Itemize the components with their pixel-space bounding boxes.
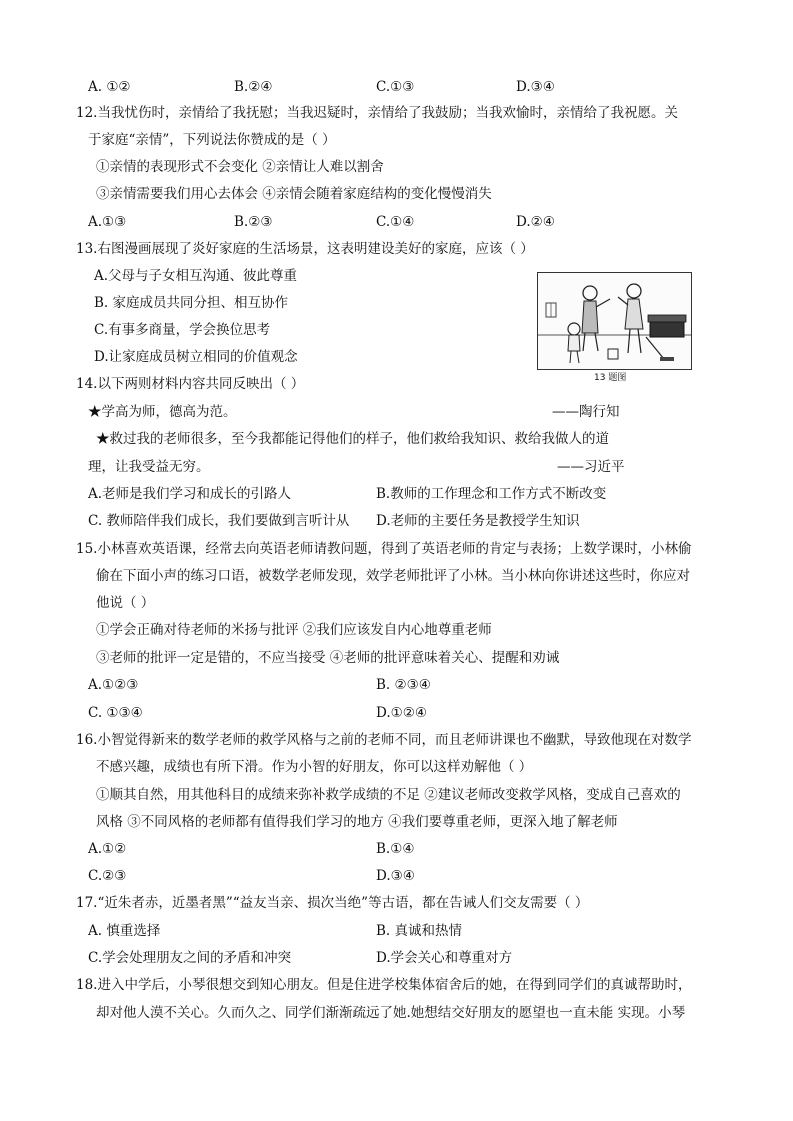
question-15-text: 15.小林喜欢英语课，经常去向英语老师请教问题，得到了英语老师的肯定与表扬；上数学课时，小林偷: [76, 541, 692, 557]
option-a: A.①②③: [88, 677, 139, 693]
question-18-text: 18.进入中学后，小琴很想交到知心朋友。但是住进学校集体宿舍后的她，在得到同学们的真诚帮助时，: [76, 977, 692, 993]
option-b: B.①④: [376, 841, 415, 857]
option-c: C.学会处理朋友之间的矛盾和冲突: [88, 950, 292, 966]
question-12-text: 于家庭“亲情”，下列说法你赞成的是（ ）: [88, 132, 336, 148]
option-c: C.有事多商量，学会换位思考: [94, 322, 271, 338]
option-d: D.③④: [516, 79, 555, 95]
question-16-text: 不感兴趣，成绩也有所下滑。作为小智的好朋友，你可以这样劝解他（ ）: [96, 759, 533, 775]
option-c: C.②③: [88, 868, 127, 884]
option-c: C.①④: [376, 214, 415, 230]
question-15-text: 他说（ ）: [96, 595, 155, 611]
option-b: B.②③: [234, 214, 273, 230]
question-16-item: 风格 ③不同风格的老师都有值得我们学习的地方 ④我们要尊重老师，更深入地了解老师: [96, 814, 618, 830]
question-12-item: ③亲情需要我们用心去体会 ④亲情会随着家庭结构的变化慢慢消失: [96, 186, 492, 202]
question-14-text: 14.以下两则材料内容共同反映出（ ）: [76, 376, 305, 392]
figure-caption: 13 题图: [594, 373, 627, 383]
question-13-text: 13.右图漫画展现了炎好家庭的生活场景，这表明建设美好的家庭，应该（ ）: [76, 241, 534, 257]
question-12-text: 12.当我忧伤时，亲情给了我抚慰；当我迟疑时，亲情给了我鼓励；当我欢愉时，亲情给了我祝愿。关: [76, 105, 678, 121]
option-d: D.②④: [516, 214, 555, 230]
question-15-item: ③老师的批评一定是错的，不应当接受 ④老师的批评意味着关心、提醒和劝诫: [96, 650, 560, 666]
question-12-item: ①亲情的表现形式不会变化 ②亲情让人难以割舍: [96, 159, 384, 175]
material-2: ★救过我的老师很多，至今我都能记得他们的样子，他们救给我知识、救给我做人的道: [96, 431, 609, 447]
option-b: B. 真诚和热情: [376, 923, 463, 939]
option-b: B.教师的工作理念和工作方式不断改变: [376, 486, 607, 502]
option-a: A. ①②: [88, 79, 131, 95]
option-c: C.①③: [376, 79, 415, 95]
question-16-text: 16.小智觉得新来的数学老师的救学风格与之前的老师不同，而且老师讲课也不幽默，导致他现在对数学: [76, 732, 692, 748]
material-2-source: ——习近平: [557, 459, 625, 475]
material-1-source: ——陶行知: [552, 404, 620, 420]
option-d: D.③④: [376, 868, 415, 884]
option-d: D.①②④: [376, 705, 427, 721]
cartoon-illustration: [537, 272, 692, 370]
question-18-text: 却对他人漠不关心。久而久之、同学们渐渐疏远了她.她想结交好朋友的愿望也一直未能 实现。小琴: [96, 1005, 686, 1021]
option-d: D.让家庭成员树立相同的价值观念: [94, 349, 298, 365]
option-c: C. ①③④: [88, 705, 143, 721]
option-a: A. 慎重选择: [88, 923, 161, 939]
option-b: B.②④: [234, 79, 273, 95]
question-17-text: 17.“近朱者赤，近墨者黑”“益友当亲、损次当绝”等古语，都在告诫人们交友需要（ ）: [76, 895, 589, 911]
family-cartoon-image: [538, 273, 691, 369]
question-15-item: ①学会正确对待老师的米扬与批评 ②我们应该发自内心地尊重老师: [96, 622, 492, 638]
option-a: A.①②: [88, 841, 127, 857]
question-16-item: ①顺其自然，用其他科目的成绩来弥补救学成绩的不足 ②建议老师改变救学风格，变成自己喜欢的: [96, 787, 681, 803]
option-b: B. ②③④: [376, 677, 431, 693]
material-1: ★学高为师，德高为范。: [88, 404, 237, 420]
material-2: 理，让我受益无穷。: [88, 459, 210, 475]
option-a: A.①③: [88, 214, 127, 230]
question-15-text: 偷在下面小声的练习口语，被数学老师发现，效学老师批评了小林。当小林向你讲述这些时，你应对: [96, 568, 690, 584]
option-c: C. 教师陪伴我们成长，我们要做到言听计从: [88, 513, 350, 529]
option-a: A.老师是我们学习和成长的引路人: [88, 486, 292, 502]
option-a: A.父母与子女相互沟通、彼此尊重: [94, 268, 298, 284]
option-b: B. 家庭成员共同分担、相互协作: [94, 295, 289, 311]
option-d: D.老师的主要任务是教授学生知识: [376, 513, 580, 529]
option-d: D.学会关心和尊重对方: [376, 950, 513, 966]
